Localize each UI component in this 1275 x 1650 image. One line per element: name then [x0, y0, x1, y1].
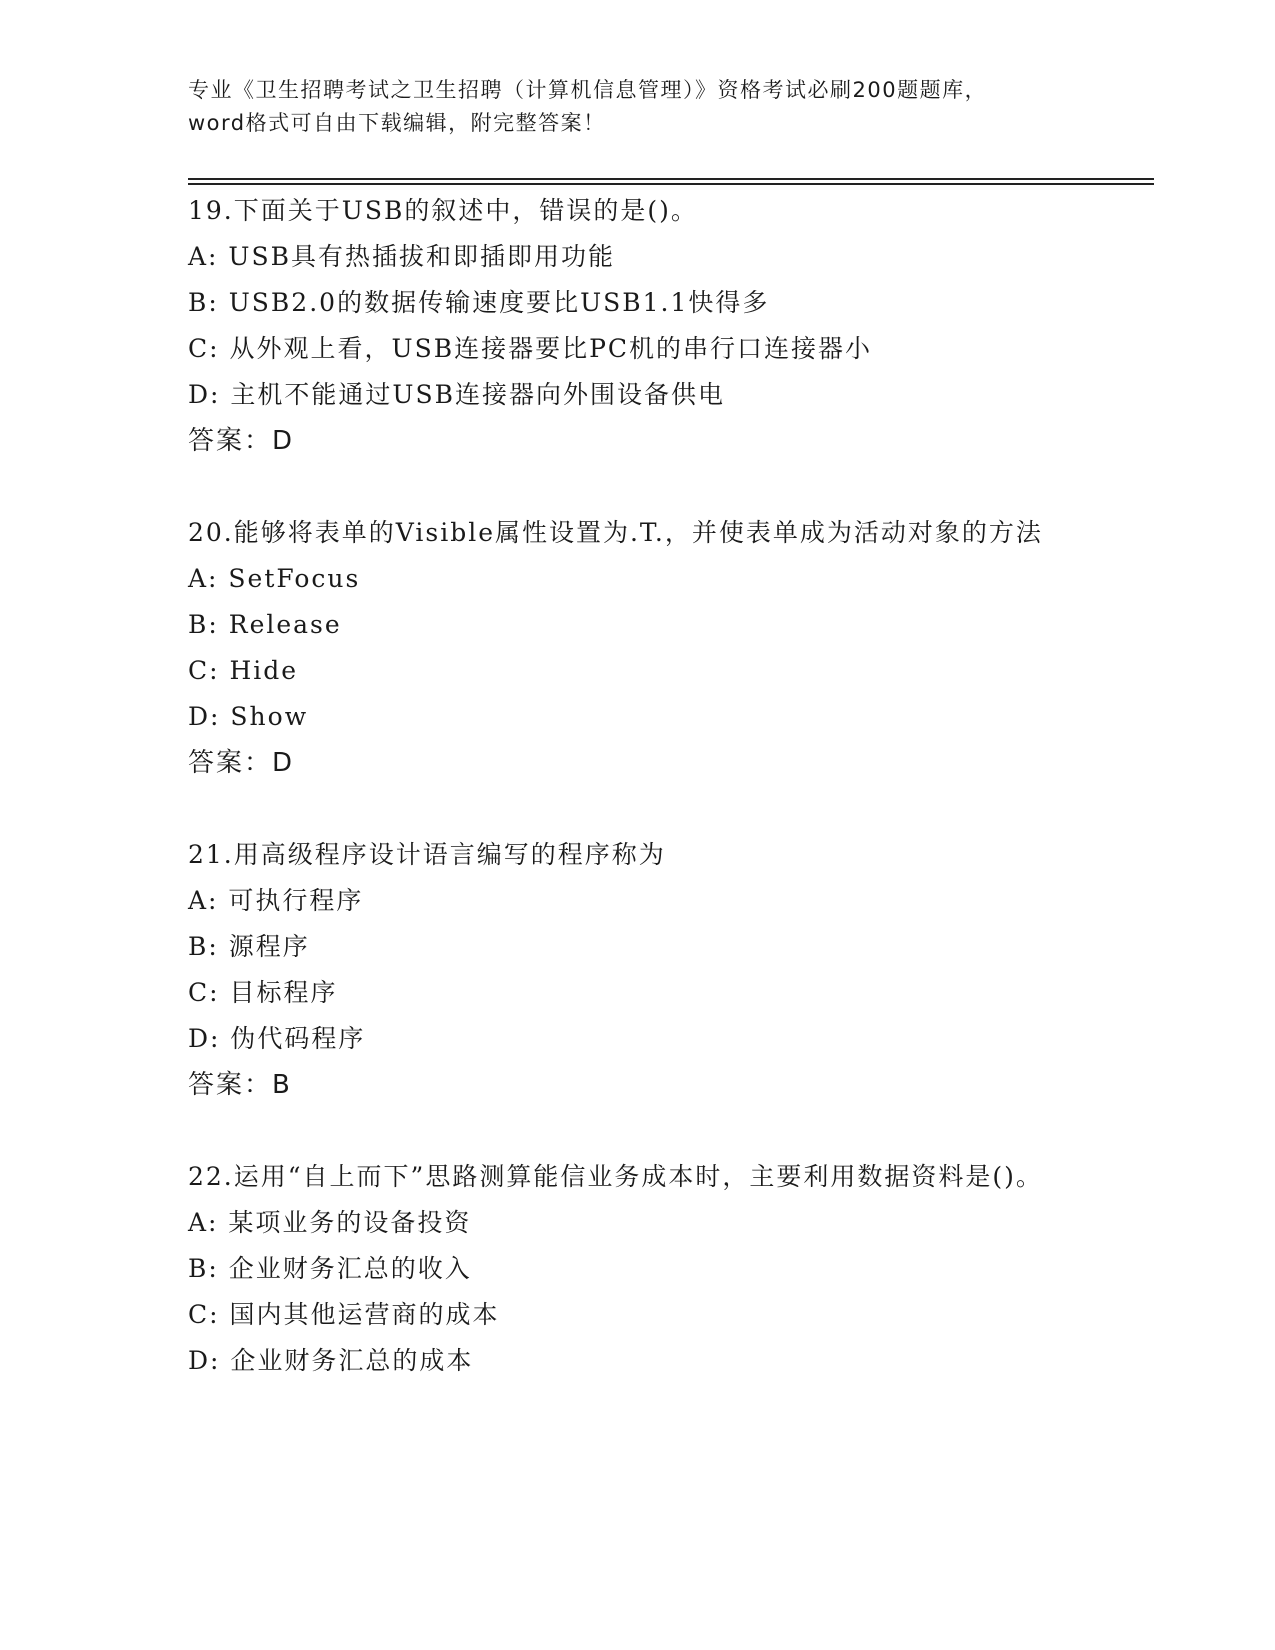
option-a: A: 可执行程序	[188, 886, 364, 915]
header-divider-bottom	[188, 183, 1154, 185]
question-title: 22.运用“自上而下”思路测算能信业务成本时，主要利用数据资料是()。	[188, 1162, 1043, 1191]
option-c: C: 国内其他运营商的成本	[188, 1300, 500, 1329]
question-title: 19.下面关于USB的叙述中，错误的是()。	[188, 196, 698, 225]
option-d: D: 主机不能通过USB连接器向外围设备供电	[188, 380, 725, 409]
option-b: B: 企业财务汇总的收入	[188, 1254, 472, 1283]
option-c: C: 目标程序	[188, 978, 338, 1007]
answer-label: 答案：D	[188, 426, 295, 456]
header-line-2: word格式可自由下载编辑，附完整答案！	[188, 111, 606, 135]
option-c: C: 从外观上看，USB连接器要比PC机的串行口连接器小	[188, 334, 873, 363]
option-c: C: Hide	[188, 656, 299, 685]
option-b: B: 源程序	[188, 932, 310, 961]
answer-label: 答案：B	[188, 1070, 292, 1100]
answer-label: 答案：D	[188, 748, 295, 778]
option-a: A: SetFocus	[188, 564, 361, 593]
question-20	[188, 510, 1088, 786]
option-a: A: USB具有热插拔和即插即用功能	[188, 242, 615, 271]
option-a: A: 某项业务的设备投资	[188, 1208, 472, 1237]
question-19	[188, 188, 1088, 464]
question-21	[188, 832, 1088, 1108]
option-d: D: 企业财务汇总的成本	[188, 1346, 474, 1375]
option-b: B: USB2.0的数据传输速度要比USB1.1快得多	[188, 288, 770, 317]
question-title: 21.用高级程序设计语言编写的程序称为	[188, 840, 666, 869]
document-header	[188, 74, 1088, 140]
option-b: B: Release	[188, 610, 342, 639]
option-d: D: 伪代码程序	[188, 1024, 366, 1053]
header-divider-top	[188, 178, 1154, 180]
option-d: D: Show	[188, 702, 309, 731]
question-list	[188, 188, 1088, 1430]
question-title: 20.能够将表单的Visible属性设置为.T.，并使表单成为活动对象的方法	[188, 518, 1043, 547]
header-line-1: 专业《卫生招聘考试之卫生招聘（计算机信息管理）》资格考试必刷200题题库，	[188, 78, 988, 102]
question-22	[188, 1154, 1088, 1384]
